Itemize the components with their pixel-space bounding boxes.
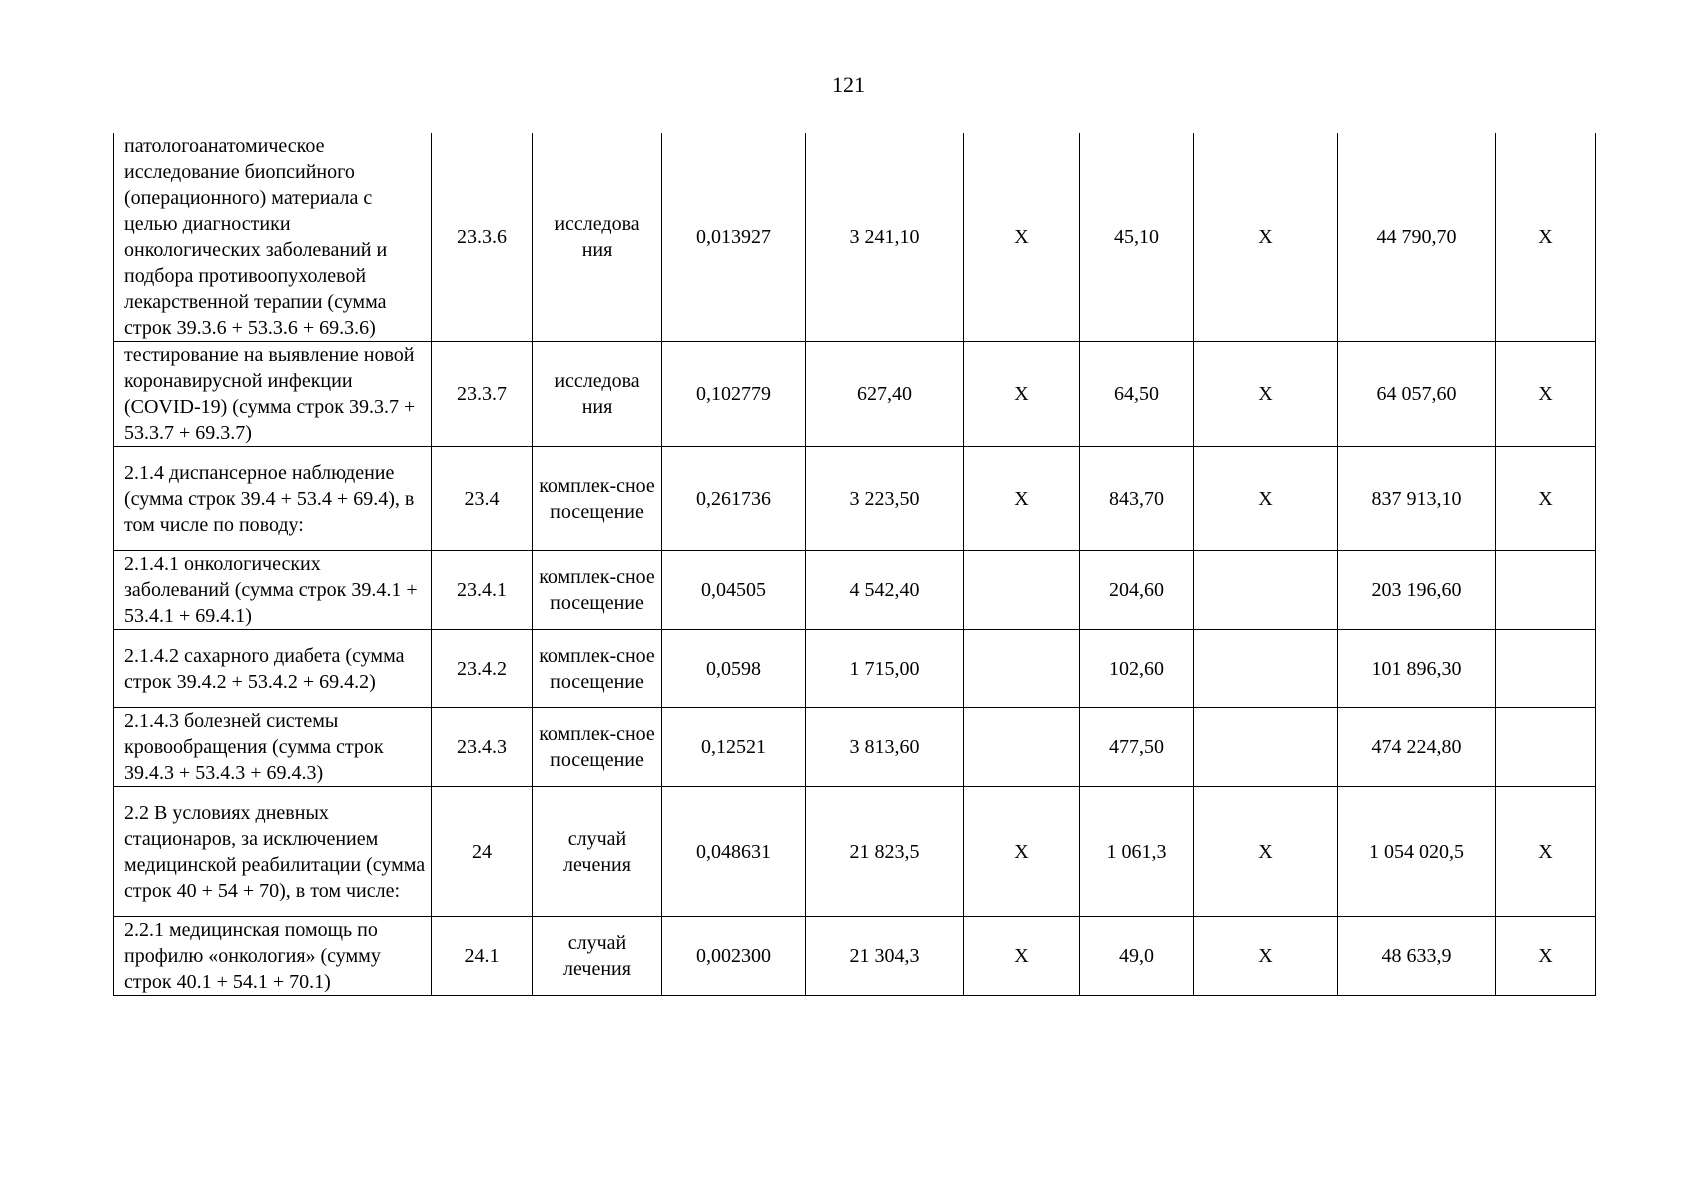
row-col9-cell: 474 224,80 <box>1338 708 1496 787</box>
row-norm-cell: 0,002300 <box>662 917 806 996</box>
row-unit-cell: исследова ния <box>533 342 662 447</box>
row-col8-cell: Х <box>1194 917 1338 996</box>
row-col6-cell: Х <box>964 787 1080 917</box>
row-col6-cell <box>964 708 1080 787</box>
table-row <box>114 917 1596 996</box>
row-cost-cell: 3 223,50 <box>806 447 964 551</box>
row-col6-cell: Х <box>964 917 1080 996</box>
row-unit-cell: исследова ния <box>533 133 662 342</box>
row-col8-cell <box>1194 708 1338 787</box>
page-number: 121 <box>832 72 865 97</box>
row-name-cell: 2.2.1 медицинская помощь по профилю «онкология» (сумму строк 40.1 + 54.1 + 70.1) <box>114 917 432 996</box>
row-cost-cell: 3 813,60 <box>806 708 964 787</box>
row-unit-cell: комплек-сное посещение <box>533 447 662 551</box>
row-unit-cell: комплек-сное посещение <box>533 551 662 630</box>
row-norm-cell: 0,12521 <box>662 708 806 787</box>
row-norm-cell: 0,04505 <box>662 551 806 630</box>
table-row <box>114 551 1596 630</box>
table-row <box>114 133 1596 342</box>
row-col9-cell: 44 790,70 <box>1338 133 1496 342</box>
row-col8-cell: Х <box>1194 447 1338 551</box>
row-col7-cell: 1 061,3 <box>1080 787 1194 917</box>
row-col7-cell: 843,70 <box>1080 447 1194 551</box>
row-norm-cell: 0,102779 <box>662 342 806 447</box>
row-col6-cell: Х <box>964 342 1080 447</box>
row-cost-cell: 1 715,00 <box>806 630 964 708</box>
row-unit-cell: случай лечения <box>533 917 662 996</box>
row-name-cell: 2.1.4 диспансерное наблюдение (сумма строк 39.4 + 53.4 + 69.4), в том числе по поводу: <box>114 447 432 551</box>
row-col6-cell: Х <box>964 447 1080 551</box>
row-col9-cell: 101 896,30 <box>1338 630 1496 708</box>
row-col9-cell: 837 913,10 <box>1338 447 1496 551</box>
row-col6-cell <box>964 551 1080 630</box>
row-norm-cell: 0,0598 <box>662 630 806 708</box>
row-col9-cell: 1 054 020,5 <box>1338 787 1496 917</box>
row-col7-cell: 64,50 <box>1080 342 1194 447</box>
row-name-cell: 2.1.4.1 онкологических заболеваний (сумма строк 39.4.1 + 53.4.1 + 69.4.1) <box>114 551 432 630</box>
row-col10-cell <box>1496 708 1596 787</box>
row-cost-cell: 21 304,3 <box>806 917 964 996</box>
row-code-cell: 23.3.6 <box>432 133 533 342</box>
row-col7-cell: 45,10 <box>1080 133 1194 342</box>
row-col7-cell: 49,0 <box>1080 917 1194 996</box>
table-row <box>114 447 1596 551</box>
row-col10-cell: Х <box>1496 447 1596 551</box>
row-col10-cell: Х <box>1496 787 1596 917</box>
row-col8-cell: Х <box>1194 133 1338 342</box>
row-unit-cell: случай лечения <box>533 787 662 917</box>
row-name-cell: патологоанатомическое исследование биопсийного (операционного) материала с целью диагностики онкологических заболеваний и подбора противоопухолевой лекарственной терапии (сумма строк 39.3.6 + 53.3.6 + 69.3.6) <box>114 133 432 342</box>
row-col10-cell <box>1496 551 1596 630</box>
row-col8-cell: Х <box>1194 342 1338 447</box>
table-row <box>114 630 1596 708</box>
row-name-cell: 2.1.4.2 сахарного диабета (сумма строк 39.4.2 + 53.4.2 + 69.4.2) <box>114 630 432 708</box>
row-col8-cell: Х <box>1194 787 1338 917</box>
data-table <box>113 133 1596 996</box>
row-name-cell: тестирование на выявление новой коронавирусной инфекции (COVID-19) (сумма строк 39.3.7 + 53.3.7 + 69.3.7) <box>114 342 432 447</box>
row-cost-cell: 21 823,5 <box>806 787 964 917</box>
row-col10-cell <box>1496 630 1596 708</box>
row-col9-cell: 64 057,60 <box>1338 342 1496 447</box>
row-col7-cell: 477,50 <box>1080 708 1194 787</box>
row-norm-cell: 0,048631 <box>662 787 806 917</box>
row-cost-cell: 4 542,40 <box>806 551 964 630</box>
row-col8-cell <box>1194 630 1338 708</box>
row-code-cell: 24.1 <box>432 917 533 996</box>
row-col9-cell: 203 196,60 <box>1338 551 1496 630</box>
table-row <box>114 342 1596 447</box>
row-code-cell: 23.3.7 <box>432 342 533 447</box>
row-col10-cell: Х <box>1496 133 1596 342</box>
row-unit-cell: комплек-сное посещение <box>533 630 662 708</box>
table-row <box>114 787 1596 917</box>
row-col6-cell <box>964 630 1080 708</box>
row-cost-cell: 3 241,10 <box>806 133 964 342</box>
row-name-cell: 2.2 В условиях дневных стационаров, за исключением медицинской реабилитации (сумма строк 40 + 54 + 70), в том числе: <box>114 787 432 917</box>
row-code-cell: 23.4.2 <box>432 630 533 708</box>
row-col9-cell: 48 633,9 <box>1338 917 1496 996</box>
row-code-cell: 23.4 <box>432 447 533 551</box>
row-col6-cell: Х <box>964 133 1080 342</box>
row-norm-cell: 0,013927 <box>662 133 806 342</box>
row-col7-cell: 102,60 <box>1080 630 1194 708</box>
row-col7-cell: 204,60 <box>1080 551 1194 630</box>
row-code-cell: 23.4.3 <box>432 708 533 787</box>
row-col10-cell: Х <box>1496 342 1596 447</box>
row-norm-cell: 0,261736 <box>662 447 806 551</box>
row-code-cell: 24 <box>432 787 533 917</box>
row-col10-cell: Х <box>1496 917 1596 996</box>
row-col8-cell <box>1194 551 1338 630</box>
row-cost-cell: 627,40 <box>806 342 964 447</box>
table-row <box>114 708 1596 787</box>
row-unit-cell: комплек-сное посещение <box>533 708 662 787</box>
row-name-cell: 2.1.4.3 болезней системы кровообращения (сумма строк 39.4.3 + 53.4.3 + 69.4.3) <box>114 708 432 787</box>
row-code-cell: 23.4.1 <box>432 551 533 630</box>
